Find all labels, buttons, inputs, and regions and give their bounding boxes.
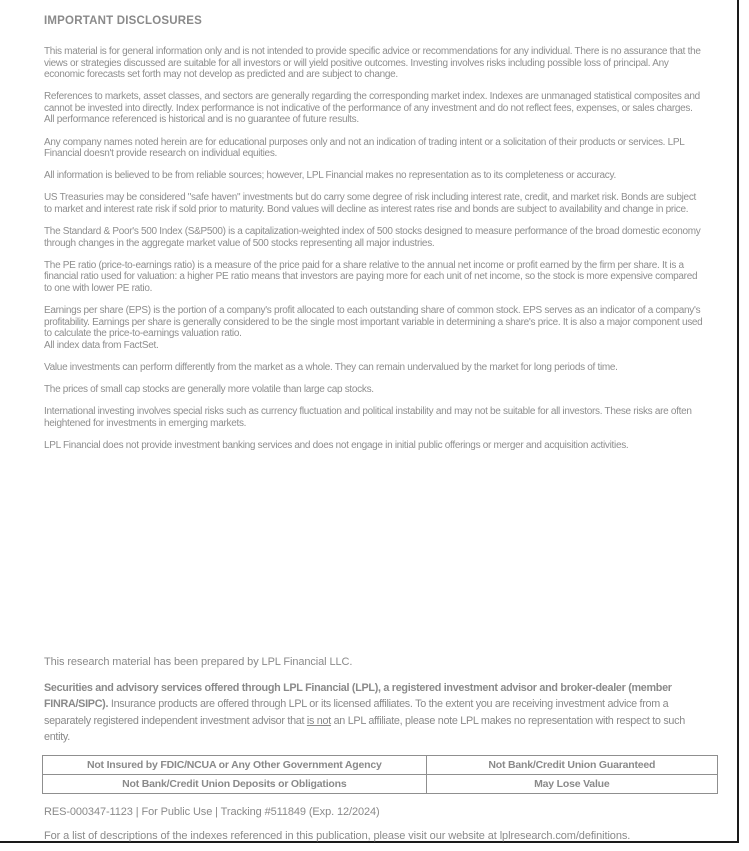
prepared-by-line: This research material has been prepared by LPL Financial LLC. xyxy=(44,656,353,668)
compliance-paragraph xyxy=(44,680,706,745)
table-cell-not-insured: Not Insured by FDIC/NCUA or Any Other Government Agency xyxy=(43,756,427,775)
disclosure-paragraph: LPL Financial does not provide investment banking services and does not engage in initial public offerings or merger and acquisition activities. xyxy=(44,439,629,451)
footer xyxy=(44,656,706,842)
disclosure-paragraph-factset: All index data from FactSet. xyxy=(44,339,159,351)
table-cell-not-guaranteed: Not Bank/Credit Union Guaranteed xyxy=(426,756,717,775)
compliance-regular-segment: Insurance products are offered through LPL or its licensed affiliates. To the extent you are receiving investment advice from a separately registered independent investment advisor that xyxy=(44,698,669,727)
disclosure-paragraph: The Standard & Poor's 500 Index (S&P500) is a capitalization-weighted index of 500 stocks designed to measure performance of the broad domestic economy through changes in the aggregate market value of 500 stocks representing all major industries. xyxy=(44,226,701,249)
disclosure-paragraph: References to markets, asset classes, and sectors are generally regarding the corresponding market index. Indexes are unmanaged statistical composites and cannot be invested into directly. Index performance is not indicative of the performance of any investment and do not reflect fees, expenses, or sales charges. All performance referenced is historical and is no guarantee of future results. xyxy=(44,91,700,126)
table-cell-may-lose-value: May Lose Value xyxy=(426,775,717,794)
disclosure-paragraph: The prices of small cap stocks are generally more volatile than large cap stocks. xyxy=(44,383,374,395)
compliance-underlined-segment: is not xyxy=(306,714,331,727)
tracking-line: RES-000347-1123 | For Public Use | Tracking #511849 (Exp. 12/2024) xyxy=(44,806,380,819)
disclosure-paragraph: All information is believed to be from reliable sources; however, LPL Financial makes no representation as to its completeness or accuracy. xyxy=(44,170,616,182)
disclosure-paragraph: Any company names noted herein are for educational purposes only and not an indication of trading intent or a solicitation of their products or services. LPL Financial doesn't provide research on individual equities. xyxy=(44,136,685,160)
compliance-bold-segment: Securities and advisory services offered through LPL Financial (LPL), a registered investment advisor and broker-dealer (member FINRA/SIPC). xyxy=(44,682,672,711)
disclosure-paragraph: This material is for general information only and is not intended to provide specific advice or recommendations for any individual. There is no assurance that the views or strategies discussed are suitable for all investors or will yield positive outcomes. Investing involves risks including possible loss of principal. Any economic forecasts set forth may not develop as predicted and are subject to change. xyxy=(44,46,701,81)
disclosure-paragraph: The PE ratio (price-to-earnings ratio) is a measure of the price paid for a share relative to the annual net income or profit earned by the firm per share. It is a financial ratio used for valuation: a higher PE ratio means that investors are paying more for each unit of net income, so the stock is more expensive compared to one with lower PE ratio. xyxy=(44,259,698,294)
disclosure-paragraph: Earnings per share (EPS) is the portion of a company's profit allocated to each outstanding share of common stock. EPS serves as an indicator of a company's profitability. Earnings per share is generally considered to be the single most important variable in determining a share's price. It is also a major component used to calculate the price-to-earnings valuation ratio. xyxy=(44,305,703,340)
disclosure-paragraph: US Treasuries may be considered "safe haven" investments but do carry some degree of risk including interest rate, credit, and market risk. Bonds are subject to market and interest rate risk if sold prior to maturity. Bond values will decline as interest rates rise and bonds are subject to availability and change in price. xyxy=(44,192,696,215)
disclosure-paragraphs xyxy=(44,46,704,451)
page-title: IMPORTANT DISCLOSURES xyxy=(44,15,202,27)
definitions-line: For a list of descriptions of the indexes referenced in this publication, please visit our website at lplresearch.com/definitions. xyxy=(44,830,631,843)
disclosure-paragraph: International investing involves special risks such as currency fluctuation and political instability and may not be suitable for all investors. These risks are often heightened for investments in emerging markets. xyxy=(44,406,692,429)
compliance-regular-segment: an LPL affiliate, please note LPL makes no representation with respect to such entity. xyxy=(44,714,685,743)
disclosure-paragraph: Value investments can perform differently from the market as a whole. They can remain undervalued by the market for long periods of time. xyxy=(44,361,618,373)
table-row xyxy=(43,756,718,775)
table-row xyxy=(43,775,718,794)
table-cell-not-deposits: Not Bank/Credit Union Deposits or Obligations xyxy=(43,775,427,794)
disclosure-table xyxy=(42,755,718,794)
